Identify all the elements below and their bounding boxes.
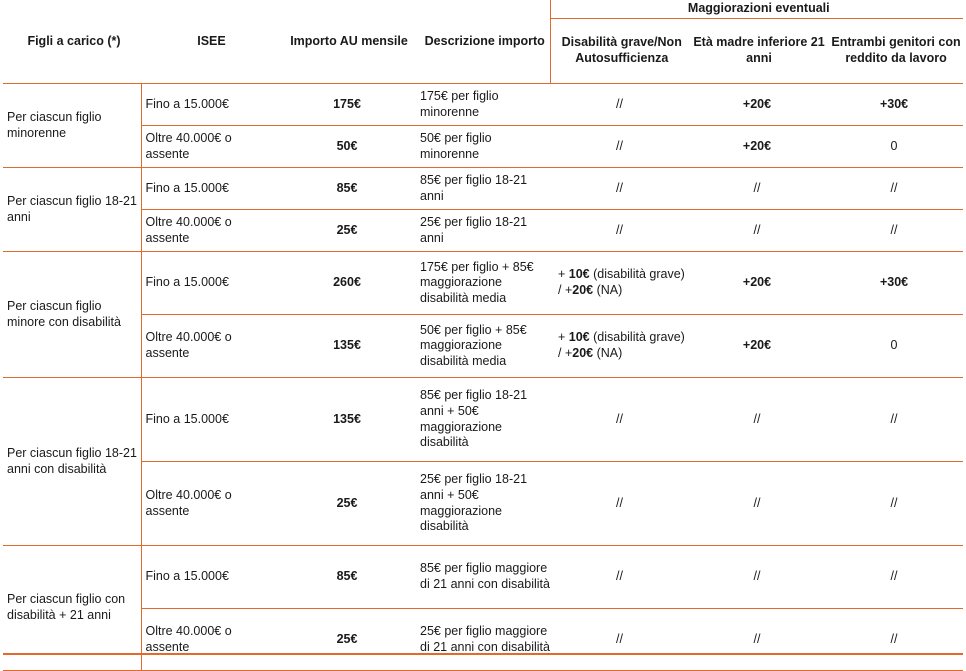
madre-cell: +20€ (689, 252, 825, 315)
genitori-cell: // (825, 210, 963, 252)
category-cell: Per ciascun figlio minore con disabilità (3, 252, 141, 378)
madre-cell: // (689, 609, 825, 671)
table-row (3, 210, 963, 252)
header-genitori: Entrambi genitori con reddito da lavoro (825, 19, 963, 84)
madre-cell: // (689, 546, 825, 609)
header-importo: Importo AU mensile (278, 0, 416, 84)
header-descrizione: Descrizione importo (416, 0, 550, 84)
category-cell: Per ciascun figlio con disabilità + 21 anni (3, 546, 141, 671)
isee-cell: Fino a 15.000€ (141, 252, 278, 315)
table-row (3, 252, 963, 315)
isee-cell: Fino a 15.000€ (141, 546, 278, 609)
disabilita-cell: // (550, 126, 689, 168)
isee-cell: Fino a 15.000€ (141, 84, 278, 126)
importo-cell: 50€ (278, 126, 416, 168)
header-figli: Figli a carico (*) (3, 0, 141, 84)
category-cell: Per ciascun figlio 18-21 anni (3, 168, 141, 252)
importo-cell: 260€ (278, 252, 416, 315)
importo-cell: 175€ (278, 84, 416, 126)
disabilita-cell (550, 315, 689, 378)
dis-amount-grave: 10€ (568, 330, 590, 345)
dis-amount-na: 20€ (572, 346, 594, 360)
table-row (3, 168, 963, 210)
descrizione-cell: 25€ per figlio maggiore di 21 anni con disabilità (416, 609, 550, 671)
madre-cell: +20€ (689, 315, 825, 378)
descrizione-cell: 175€ per figlio minorenne (416, 84, 550, 126)
genitori-cell: // (825, 378, 963, 462)
disabilita-cell: // (550, 609, 689, 671)
isee-cell: Fino a 15.000€ (141, 378, 278, 462)
category-cell: Per ciascun figlio minorenne (3, 84, 141, 168)
descrizione-cell: 25€ per figlio 18-21 anni (416, 210, 550, 252)
table-row (3, 84, 963, 126)
madre-cell: // (689, 168, 825, 210)
table-row (3, 546, 963, 609)
dis-prefix: + (558, 267, 569, 282)
descrizione-cell: 50€ per figlio minorenne (416, 126, 550, 168)
genitori-cell: // (825, 609, 963, 671)
importo-cell: 135€ (278, 378, 416, 462)
madre-cell: // (689, 462, 825, 546)
table-row (3, 126, 963, 168)
importo-cell: 25€ (278, 462, 416, 546)
dis-prefix: + (558, 330, 569, 345)
madre-cell: // (689, 210, 825, 252)
disabilita-cell: // (550, 84, 689, 126)
madre-cell: +20€ (689, 126, 825, 168)
dis-mid: (disabilità grave) / + (558, 330, 685, 360)
header-disabilita: Disabilità grave/Non Autosufficienza (550, 19, 689, 84)
descrizione-cell: 85€ per figlio 18-21 anni (416, 168, 550, 210)
assegno-unico-table (3, 0, 963, 671)
genitori-cell: // (825, 168, 963, 210)
isee-cell: Oltre 40.000€ o assente (141, 315, 278, 378)
dis-amount-na: 20€ (572, 283, 594, 297)
genitori-cell: // (825, 462, 963, 546)
importo-cell: 25€ (278, 609, 416, 671)
category-cell: Per ciascun figlio 18-21 anni con disabilità (3, 378, 141, 546)
descrizione-cell: 50€ per figlio + 85€ maggiorazione disabilità media (416, 315, 550, 378)
genitori-cell: +30€ (825, 252, 963, 315)
importo-cell: 85€ (278, 546, 416, 609)
header-maggiorazioni: Maggiorazioni eventuali (550, 0, 963, 19)
disabilita-cell: // (550, 546, 689, 609)
isee-cell: Oltre 40.000€ o assente (141, 609, 278, 671)
genitori-cell: 0 (825, 126, 963, 168)
table-row (3, 378, 963, 462)
madre-cell: +20€ (689, 84, 825, 126)
isee-cell: Fino a 15.000€ (141, 168, 278, 210)
genitori-cell: +30€ (825, 84, 963, 126)
table-row (3, 609, 963, 671)
table-row (3, 462, 963, 546)
disabilita-cell: // (550, 210, 689, 252)
isee-cell: Oltre 40.000€ o assente (141, 126, 278, 168)
disabilita-cell (550, 252, 689, 315)
genitori-cell: // (825, 546, 963, 609)
importo-cell: 85€ (278, 168, 416, 210)
isee-cell: Oltre 40.000€ o assente (141, 462, 278, 546)
dis-mid: (disabilità grave) / + (558, 267, 685, 297)
isee-cell: Oltre 40.000€ o assente (141, 210, 278, 252)
genitori-cell: 0 (825, 315, 963, 378)
disabilita-cell: // (550, 378, 689, 462)
importo-cell: 25€ (278, 210, 416, 252)
header-madre: Età madre inferiore 21 anni (689, 19, 825, 84)
descrizione-cell: 25€ per figlio 18-21 anni + 50€ maggiorazione disabilità (416, 462, 550, 546)
table-bottom-rule (3, 653, 963, 655)
disabilita-cell: // (550, 168, 689, 210)
disabilita-cell: // (550, 462, 689, 546)
descrizione-cell: 175€ per figlio + 85€ maggiorazione disabilità media (416, 252, 550, 315)
table-row (3, 315, 963, 378)
descrizione-cell: 85€ per figlio maggiore di 21 anni con disabilità (416, 546, 550, 609)
header-isee: ISEE (141, 0, 278, 84)
importo-cell: 135€ (278, 315, 416, 378)
dis-suffix: (NA) (593, 283, 623, 297)
dis-suffix: (NA) (593, 346, 623, 360)
madre-cell: // (689, 378, 825, 462)
dis-amount-grave: 10€ (568, 267, 590, 282)
descrizione-cell: 85€ per figlio 18-21 anni + 50€ maggiorazione disabilità (416, 378, 550, 462)
